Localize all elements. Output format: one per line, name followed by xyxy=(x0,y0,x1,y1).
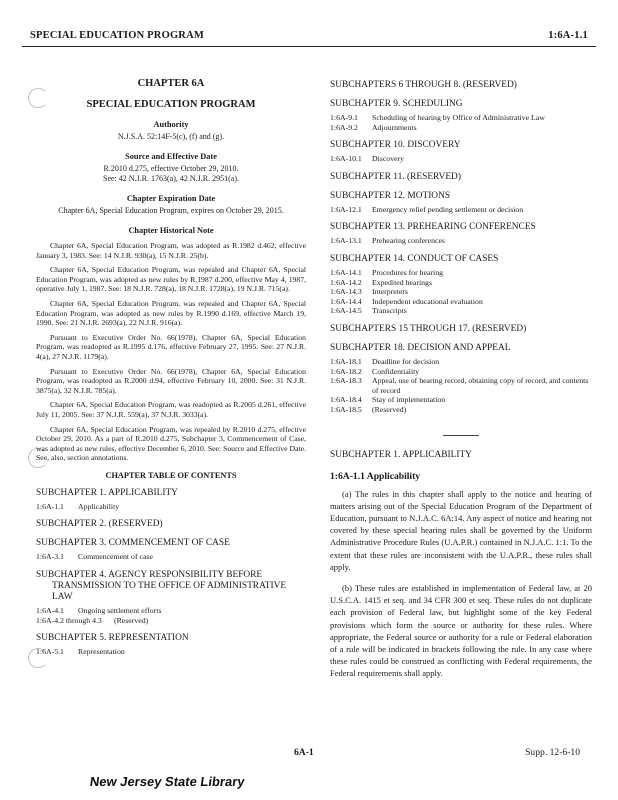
authority-text: N.J.S.A. 52:14F-5(c), (f) and (g). xyxy=(117,132,225,141)
toc-entry xyxy=(330,306,592,316)
toc-subchapter-title: SUBCHAPTER 2. (RESERVED) xyxy=(36,519,163,530)
toc-entry-number: 1:6A-9.2 xyxy=(330,122,358,132)
source-line: See: 42 N.J.R. 1763(a), 42 N.J.R. 2951(a). xyxy=(103,174,239,183)
toc-subchapter-title: SUBCHAPTER 5. REPRESENTATION xyxy=(36,633,189,644)
history-paragraph: Chapter 6A, Special Education Program, was repealed by R.2010 d.275, effective October 29, 2010. As a part of R.2010 d.275, Subchapter 3, Commencement of Case, was adopted as new rules, effective December 6, 2010. See: Source and Effective Date. See, also, section annotations. xyxy=(36,424,306,463)
toc-entry xyxy=(330,297,592,307)
toc-section-list xyxy=(330,268,592,316)
header-section: 1:6A-1.1 xyxy=(548,30,588,41)
toc-section-list xyxy=(36,552,306,562)
toc-entry xyxy=(330,123,592,133)
toc-entry xyxy=(330,405,592,415)
source-heading: Source and Effective Date xyxy=(125,152,217,161)
toc-entry-number: 1:6A-3.1 xyxy=(36,552,64,562)
toc-entry-number: 1:6A-18.1 xyxy=(330,356,362,366)
toc-entry-text: Stay of implementation xyxy=(372,395,446,405)
toc-entry-text: Deadline for decision xyxy=(372,356,440,366)
toc-subchapter-title: SUBCHAPTER 4. AGENCY RESPONSIBILITY BEFORE TRANSMISSION TO THE OFFICE OF ADMINISTRATIVE LAW xyxy=(36,570,287,603)
toc-section-list xyxy=(36,606,306,625)
header-title: SPECIAL EDUCATION PROGRAM xyxy=(30,30,204,41)
toc-entry-text: Confidentiality xyxy=(372,366,420,376)
toc-entry xyxy=(36,647,306,657)
history-paragraph: Chapter 6A, Special Education Program, was adopted as R.1982 d.462, effective January 3, 1983. See: 14 N.J.R. 930(a), 15 N.J.R. 25(b). xyxy=(36,241,306,260)
toc-subchapter-title: SUBCHAPTER 12. MOTIONS xyxy=(330,190,451,201)
toc-entry-number: 1:6A-18.4 xyxy=(330,395,362,405)
toc-entry-number: 1:6A-1.1 xyxy=(36,501,64,511)
toc-subchapter-title: SUBCHAPTER 9. SCHEDULING xyxy=(330,99,463,109)
toc-entry xyxy=(330,287,592,297)
toc-subchapter-title: SUBCHAPTERS 15 THROUGH 17. (RESERVED) xyxy=(330,323,527,334)
left-column xyxy=(36,68,306,657)
expiration-heading: Chapter Expiration Date xyxy=(126,194,216,203)
toc-subchapter-title: SUBCHAPTER 1. APPLICABILITY xyxy=(36,487,178,498)
history-heading: Chapter Historical Note xyxy=(128,226,214,235)
toc-entry-text: Applicability xyxy=(78,501,120,511)
toc-entry xyxy=(36,606,306,616)
expiration-text: Chapter 6A, Special Education Program, expires on October 29, 2015. xyxy=(58,206,284,215)
section-divider xyxy=(443,435,479,436)
toc-entry xyxy=(36,502,306,512)
toc-heading: CHAPTER TABLE OF CONTENTS xyxy=(105,470,237,480)
toc-section-list xyxy=(330,113,592,132)
toc-entry-text: Representation xyxy=(78,647,125,657)
library-logo: New Jersey State Library xyxy=(88,774,246,789)
toc-entry-text: Ongoing settlement efforts xyxy=(78,606,162,616)
toc-entry xyxy=(330,357,592,367)
toc-entry-number: 1:6A-10.1 xyxy=(330,154,362,164)
toc-entry-number: 1:6A-14.2 xyxy=(330,277,362,287)
toc-subchapter-title: SUBCHAPTER 3. COMMENCEMENT OF CASE xyxy=(36,538,230,549)
toc-entry-number: 1:6A-9.1 xyxy=(330,113,358,122)
toc-entry-number: 1:6A-4.1 xyxy=(36,606,64,616)
toc-section-list xyxy=(330,205,592,215)
toc-section-list xyxy=(330,154,592,164)
toc-entry xyxy=(330,376,592,395)
toc-entry-number: 1:6A-18.2 xyxy=(330,366,362,376)
section-heading: 1:6A-1.1 Applicability xyxy=(330,470,421,482)
page-number: 6A-1 xyxy=(294,747,314,758)
running-header xyxy=(22,26,596,47)
authority-heading: Authority xyxy=(153,120,189,129)
paragraph-a: (a) The rules in this chapter shall apply to the notice and hearing of matters arising out of the Special Education Program of the Department of Education, pursuant to N.J.A.C. 6A:14. Any aspect of notice and hearing not covered by these special hearing rules shall be governed by the Uniform Administrative Procedure Rules (U.A.P.R.) contained in N.J.A.C. 1:1. To the extent that these rules are inconsistent with the U.A.P.R., these rules shall apply. xyxy=(330,488,592,572)
toc-entry-number: 1:6A-14.5 xyxy=(330,306,362,316)
toc-entry-text: Appeal, use of hearing record, obtaining copy of record, and contents of record xyxy=(372,376,589,395)
toc-entry-text: (Reserved) xyxy=(114,615,149,625)
toc-entry-text: Transcripts xyxy=(372,306,407,316)
toc-entry-number: 1:6A-4.2 through 4.3 xyxy=(36,615,102,625)
toc-entry-text: Prehearing conferences xyxy=(372,236,445,246)
toc-entry-number: 1:6A-14.1 xyxy=(330,267,362,277)
toc-section-list xyxy=(36,647,306,657)
toc-entry xyxy=(330,205,592,215)
history-paragraph: Pursuant to Executive Order No. 66(1978), Chapter 6A, Special Education Program, was readopted as R.2000 d.94, effective February 10, 2000. See: 31 N.J.R. 3875(a), 32 N.J.R. 785(a). xyxy=(36,366,306,395)
toc-subchapter-title: SUBCHAPTER 11. (RESERVED) xyxy=(330,171,461,182)
toc-entry-text: Commencement of case xyxy=(78,552,153,562)
historical-note xyxy=(36,241,306,463)
toc-subchapter-title: SUBCHAPTER 14. CONDUCT OF CASES xyxy=(330,253,499,264)
toc-entry-text: Interpreters xyxy=(372,287,408,297)
toc-entry xyxy=(330,268,592,278)
history-paragraph: Pursuant to Executive Order No. 66(1978), Chapter 6A, Special Education Program, was readopted as R.1995 d.176, effective February 27, 1995. See: 27 N.J.R. 4(a), 27 N.J.R. 1179(a). xyxy=(36,332,306,361)
toc-left xyxy=(36,488,306,657)
toc-entry xyxy=(330,395,592,405)
toc-entry-number: 1:6A-14.4 xyxy=(330,296,362,306)
toc-entry-text: Procedures for hearing xyxy=(372,267,444,277)
toc-entry-text: Independent educational evaluation xyxy=(372,296,483,306)
toc-subchapter-title: SUBCHAPTER 10. DISCOVERY xyxy=(330,140,461,151)
toc-entry-text: Emergency relief pending settlement or decision xyxy=(372,204,524,214)
toc-right xyxy=(330,80,592,415)
toc-section-list xyxy=(330,236,592,246)
toc-entry-number: 1:6A-14.3 xyxy=(330,287,362,297)
toc-subchapter-title: SUBCHAPTER 13. PREHEARING CONFERENCES xyxy=(330,222,536,233)
toc-entry xyxy=(330,113,592,123)
toc-entry xyxy=(330,236,592,246)
toc-entry-number: 1:6A-12.1 xyxy=(330,204,362,214)
toc-entry-text: Expedited hearings xyxy=(372,277,432,287)
toc-entry-text: Scheduling of hearing by Office of Administrative Law xyxy=(372,113,545,122)
toc-section-list xyxy=(330,357,592,415)
body-subchapter-title: SUBCHAPTER 1. APPLICABILITY xyxy=(330,449,472,460)
source-line: R.2010 d.275, effective October 29, 2010. xyxy=(103,164,239,173)
toc-subchapter-title: SUBCHAPTER 18. DECISION AND APPEAL xyxy=(330,342,511,353)
history-paragraph: Chapter 6A, Special Education Program, was repealed and Chapter 6A, Special Education Program, was adopted as new rules by R.1987 d.200, effective May 4, 1987, operative July 1, 1987. See: 18 N.J.R. 728(a), 18 N.J.R. 1728(a), 19 N.J.R. 715(a). xyxy=(36,265,306,294)
right-column xyxy=(330,72,592,680)
toc-entry xyxy=(36,616,306,626)
toc-entry-number: 1:6A-18.5 xyxy=(330,404,362,414)
toc-entry xyxy=(36,552,306,562)
history-paragraph: Chapter 6A, Special Education Program, was repealed and Chapter 6A, Special Education Program, was adopted as new rules by R.1990 d.169, effective March 19, 1990. See: 21 N.J.R. 2693(a), 22 N.J.R. 916(a). xyxy=(36,298,306,328)
toc-entry xyxy=(330,367,592,377)
toc-entry-number: 1:6A-5.1 xyxy=(36,647,64,657)
toc-entry-number: 1:6A-18.3 xyxy=(330,376,362,386)
toc-subchapter-title: SUBCHAPTERS 6 THROUGH 8. (RESERVED) xyxy=(330,80,517,90)
toc-entry-text: (Reserved) xyxy=(372,404,407,414)
chapter-number: CHAPTER 6A xyxy=(137,78,205,89)
toc-entry-text: Discovery xyxy=(372,154,405,164)
history-paragraph: Chapter 6A, Special Education Program, was readopted as R.2005 d.261, effective July 11, 2005. See: 37 N.J.R. 559(a), 37 N.J.R. 3033(a). xyxy=(36,400,306,419)
chapter-title: SPECIAL EDUCATION PROGRAM xyxy=(86,99,256,110)
toc-entry xyxy=(330,278,592,288)
toc-entry-text: Adjournments xyxy=(372,122,417,132)
toc-entry xyxy=(330,154,592,164)
toc-section-list xyxy=(36,502,306,512)
toc-entry-number: 1:6A-13.1 xyxy=(330,236,362,246)
supplement-date: Supp. 12-6-10 xyxy=(525,747,580,758)
paragraph-b: (b) These rules are established in implementation of Federal law, at 20 U.S.C.A. 1415 et seq. and 34 CFR 300 et seq. These rules do not duplicate each provision of Federal law, but highlight some of the key Federal provisions which form the source or authority for these rules. Where appropriate, the Federal source or authority for a rule or Federal elaboration of a rule will be indicated in brackets following the rule. In any case where these rules could be construed as conflicting with Federal requirements, the Federal requirements shall apply. xyxy=(330,582,592,679)
